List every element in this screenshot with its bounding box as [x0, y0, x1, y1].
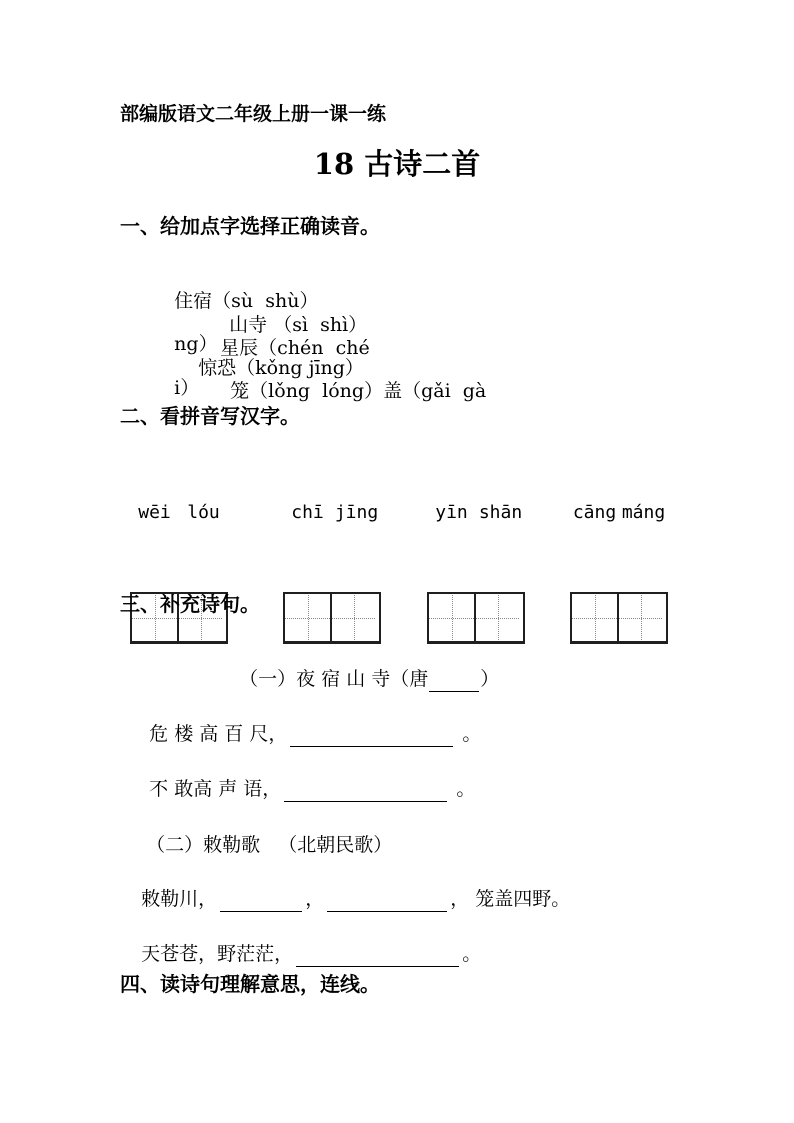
grid-cell [617, 594, 662, 641]
poem-line-text: 敕勒川， [141, 887, 218, 910]
phonetic-item: ng） [174, 332, 218, 355]
writing-grid [570, 592, 668, 644]
grid-cell [330, 594, 375, 641]
writing-grid [283, 592, 381, 644]
poem-line-punct: ， [450, 887, 470, 910]
fill-blank [220, 892, 302, 911]
phonetic-item: 惊恐（kǒng jīng） [198, 356, 364, 379]
page-title: 18 古诗二首 [313, 147, 481, 181]
pinyin-syllable: chī [291, 502, 324, 523]
poem-line-text: 天苍苍，野茫茫， [141, 942, 294, 965]
grid-cell [285, 594, 330, 641]
poem-line-punct: 。 [456, 722, 482, 745]
pinyin-writing-area [0, 462, 794, 582]
fill-blank [296, 947, 459, 966]
pinyin-labels [283, 502, 381, 523]
poem-2-title-text: （二）敕勒歌 （北朝民歌） [146, 833, 393, 856]
poem-line-text: 笼盖四野。 [469, 887, 571, 910]
poem-line-text: 危 楼 高 百 尺， [149, 722, 288, 745]
word-column-1 [130, 462, 228, 684]
poem-1-title-close: ） [480, 667, 500, 690]
document-header: 部编版语文二年级上册一课一练 [120, 103, 387, 125]
writing-grid [427, 592, 525, 644]
poem-1-title-text: （一）夜 宿 山 寺（唐 [239, 667, 429, 690]
poem-line-punct: ， [305, 887, 325, 910]
phonetic-item: 山寺 （sì shì） [229, 313, 368, 336]
pinyin-syllable: cāng [572, 502, 617, 523]
fill-blank [284, 782, 447, 801]
poem-line-punct: 。 [450, 777, 476, 800]
poem-line-text: 不 敢高 声 语， [149, 777, 282, 800]
phonetic-item: 星辰（chén ché [220, 337, 370, 360]
section-3-heading: 三、补充诗句。 [120, 592, 260, 616]
fill-blank [429, 672, 479, 691]
pinyin-syllable: yīn [435, 502, 468, 523]
phonetic-item: i） [174, 376, 200, 399]
pinyin-syllable: wēi [138, 502, 171, 523]
fill-blank [290, 727, 453, 746]
phonetic-item: 住宿（sù shù） [174, 289, 319, 312]
pinyin-labels [130, 502, 228, 523]
pinyin-labels [570, 502, 668, 523]
pinyin-syllable: shān [478, 502, 523, 523]
pinyin-syllable: jīng [334, 502, 379, 523]
grid-cell [474, 594, 519, 641]
phonetic-item: 笼（lǒng lóng）盖（gǎi gà [230, 380, 487, 403]
section-2-heading: 二、看拼音写汉字。 [120, 404, 300, 428]
pinyin-labels [427, 502, 525, 523]
poem-line-punct: 。 [462, 942, 482, 965]
grid-cell [429, 594, 474, 641]
fill-blank [327, 892, 447, 911]
word-column-4 [570, 462, 668, 684]
pinyin-syllable: lóu [187, 502, 220, 523]
section-4-heading: 四、读诗句理解意思，连线。 [120, 972, 380, 996]
grid-cell [572, 594, 617, 641]
section-1-heading: 一、给加点字选择正确读音。 [120, 214, 380, 238]
pinyin-syllable: máng [621, 502, 666, 523]
